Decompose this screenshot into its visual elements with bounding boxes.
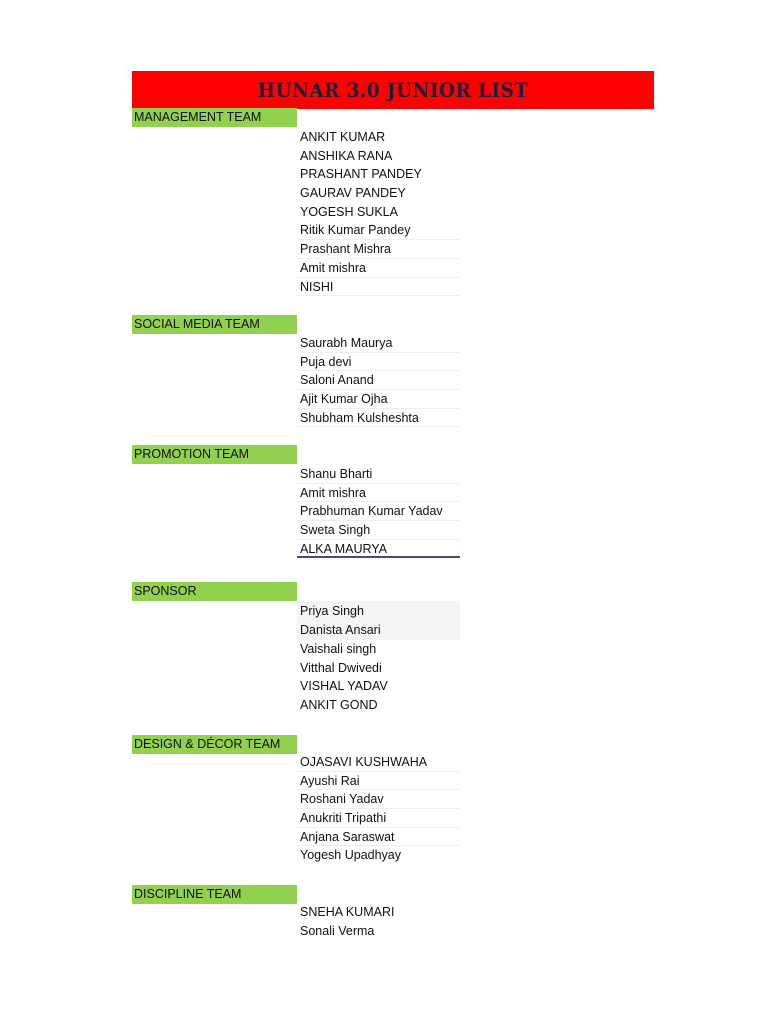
list-item: YOGESH SUKLA [300,204,398,219]
list-item: Yogesh Upadhyay [300,848,402,863]
page-title: HUNAR 3.0 JUNIOR LIST [257,78,529,102]
list-item: ANKIT KUMAR [300,130,386,144]
title-bar [132,71,654,109]
list-item: ANSHIKA RANA [300,148,393,163]
section-header: SPONSOR [132,582,297,601]
list-item: Saurabh Maurya [297,334,460,353]
list-item: ANKIT GOND [300,698,378,713]
member-list [297,128,460,296]
list-item: GAURAV PANDEY [300,186,406,201]
list-item: Prashant Mishra [297,240,460,259]
list-item: Ritik Kumar Pandey [297,221,460,240]
member-list [297,334,460,427]
list-item: Shanu Bharti [297,465,460,484]
list-item: Priya Singh [297,601,460,621]
list-item: Sonali Verma [300,923,375,938]
member-list [297,465,460,558]
list-item: PRASHANT PANDEY [300,167,422,182]
list-item: Amit mishra [297,259,460,278]
list-item: Puja devi [297,353,460,372]
member-list [297,601,460,715]
section-header: PROMOTION TEAM [132,445,297,464]
section-header: MANAGEMENT TEAM [132,108,297,127]
list-item: Ayushi Rai [297,772,460,791]
list-item: Amit mishra [297,484,460,503]
list-item: Prabhuman Kumar Yadav [297,502,460,521]
list-item: VISHAL YADAV [300,679,388,694]
list-item: Sweta Singh [297,521,460,540]
list-item: ALKA MAURYA [297,540,460,559]
list-item: Vitthal Dwivedi [300,660,382,675]
member-list [297,753,460,865]
list-item: SNEHA KUMARI [300,905,395,919]
member-list [297,903,460,940]
list-item: Vaishali singh [300,642,377,656]
list-item: NISHI [297,278,460,297]
section-header: SOCIAL MEDIA TEAM [132,315,297,334]
list-item: OJASAVI KUSHWAHA [297,753,460,772]
list-item: Roshani Yadav [297,790,460,809]
list-item: Danista Ansari [297,621,460,640]
section-header: DISCIPLINE TEAM [132,885,297,904]
list-item: Anjana Saraswat [297,828,460,847]
list-item: Shubham Kulsheshta [297,409,460,428]
section-header: DESIGN & DÉCOR TEAM [132,735,297,754]
list-item: Anukriti Tripathi [297,809,460,828]
list-item: Saloni Anand [297,371,460,390]
list-item: Ajit Kumar Ojha [297,390,460,409]
